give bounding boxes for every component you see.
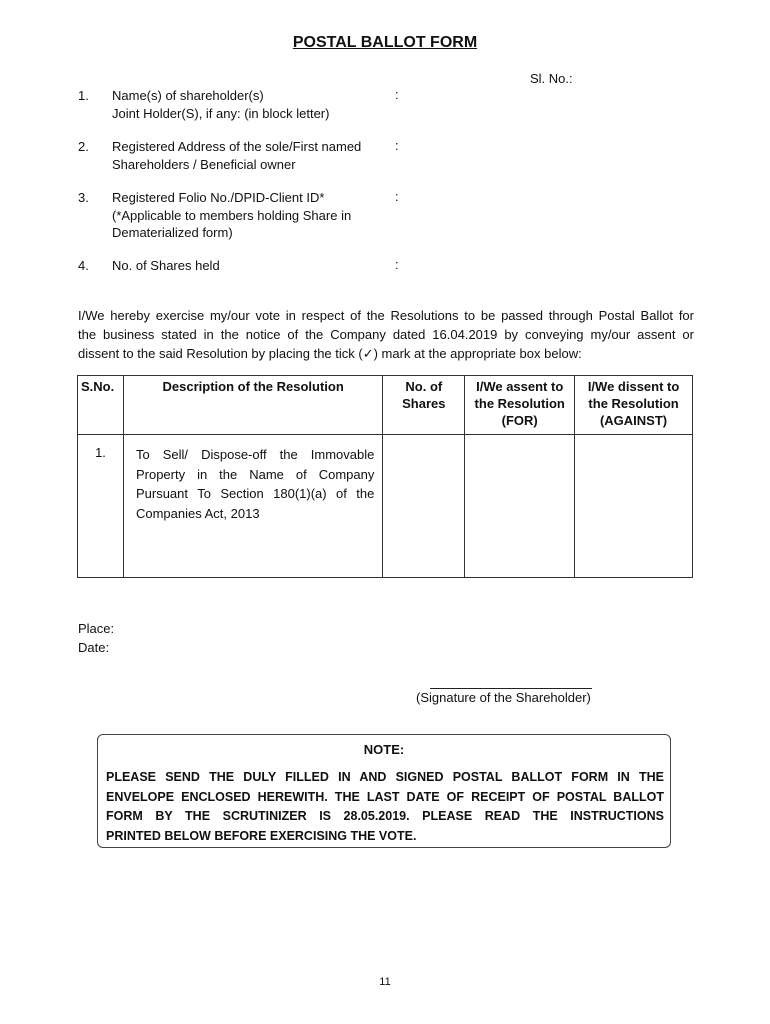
header-no-of-shares bbox=[383, 376, 465, 435]
date-label: Date: bbox=[78, 640, 110, 655]
header-text: Description of the Resolution bbox=[162, 379, 344, 394]
field-label-line: Joint Holder(S), if any: (in block letter) bbox=[112, 105, 330, 121]
header-assent bbox=[465, 376, 575, 435]
intro-line: the business stated in the notice of the Company dated 16.04.2019 by conveying my/our assent or bbox=[78, 327, 694, 342]
header-description bbox=[123, 376, 382, 435]
field-label bbox=[112, 87, 402, 122]
header-text: I/We dissent to bbox=[587, 379, 680, 394]
field-colon: : bbox=[395, 138, 399, 153]
field-number: 2. bbox=[78, 139, 89, 154]
table-header-row bbox=[78, 376, 693, 435]
header-dissent bbox=[575, 376, 693, 435]
note-line: FORM BY THE SCRUTINIZER IS 28.05.2019. PLEASE READ THE INSTRUCTIONS bbox=[106, 809, 664, 823]
header-text: Shares bbox=[402, 396, 446, 411]
place-label: Place: bbox=[78, 621, 115, 636]
table-row bbox=[78, 435, 693, 578]
field-label-line: Name(s) of shareholder(s) bbox=[112, 88, 264, 103]
field-number: 1. bbox=[78, 88, 89, 103]
signature-line[interactable] bbox=[430, 688, 592, 689]
page-number: 11 bbox=[379, 976, 391, 988]
serial-number-label: Sl. No.: bbox=[530, 71, 573, 86]
dissent-box[interactable] bbox=[575, 435, 693, 578]
header-text: (FOR) bbox=[501, 413, 538, 428]
description-line: To Sell/ Dispose-off the Immovable bbox=[135, 447, 375, 462]
row-description bbox=[123, 435, 382, 578]
header-text: No. of bbox=[405, 379, 443, 394]
signature-label: (Signature of the Shareholder) bbox=[416, 690, 591, 705]
description-line: Pursuant To Section 180(1)(a) of the bbox=[135, 486, 375, 501]
field-label-line: Dematerialized form) bbox=[112, 225, 233, 240]
shares-box[interactable] bbox=[383, 435, 465, 578]
description-line: Companies Act, 2013 bbox=[135, 505, 260, 521]
intro-paragraph bbox=[78, 306, 694, 363]
resolution-table bbox=[77, 375, 693, 578]
intro-line: I/We hereby exercise my/our vote in respect of the Resolutions to be passed through Postal Ballot for bbox=[78, 308, 694, 323]
place-date-block bbox=[78, 619, 114, 657]
field-label bbox=[112, 138, 402, 173]
field-label bbox=[112, 189, 402, 242]
field-label-line: Shareholders / Beneficial owner bbox=[112, 156, 296, 172]
header-text: the Resolution bbox=[474, 396, 565, 411]
field-label bbox=[112, 257, 402, 275]
row-sno: 1. bbox=[78, 435, 124, 578]
description-line: Property in the Name of Company bbox=[135, 466, 375, 482]
field-label-line: Registered Folio No./DPID-Client ID* bbox=[112, 190, 325, 205]
field-colon: : bbox=[395, 87, 399, 102]
header-text: I/We assent to bbox=[476, 379, 564, 394]
note-text bbox=[106, 768, 664, 846]
field-label-line: Registered Address of the sole/First named bbox=[112, 139, 362, 154]
note-line: PLEASE SEND THE DULY FILLED IN AND SIGNED POSTAL BALLOT FORM IN THE bbox=[106, 770, 664, 784]
field-number: 4. bbox=[78, 258, 89, 273]
note-title: NOTE: bbox=[363, 742, 405, 757]
note-line: PRINTED BELOW BEFORE EXERCISING THE VOTE. bbox=[106, 828, 417, 843]
header-text: (AGAINST) bbox=[599, 413, 668, 428]
form-title: POSTAL BALLOT FORM bbox=[292, 34, 478, 51]
field-colon: : bbox=[395, 257, 399, 272]
header-text: the Resolution bbox=[588, 396, 679, 411]
field-label-line: (*Applicable to members holding Share in bbox=[112, 207, 352, 223]
intro-line: dissent to the said Resolution by placing the tick (✓) mark at the appropriate box below: bbox=[78, 346, 582, 361]
header-text: S.No. bbox=[81, 379, 115, 394]
field-number: 3. bbox=[78, 190, 89, 205]
header-sno bbox=[78, 376, 124, 435]
note-line: ENVELOPE ENCLOSED HEREWITH. THE LAST DATE OF RECEIPT OF POSTAL BALLOT bbox=[106, 789, 664, 804]
assent-box[interactable] bbox=[465, 435, 575, 578]
field-label-line: No. of Shares held bbox=[112, 258, 220, 273]
field-colon: : bbox=[395, 189, 399, 204]
